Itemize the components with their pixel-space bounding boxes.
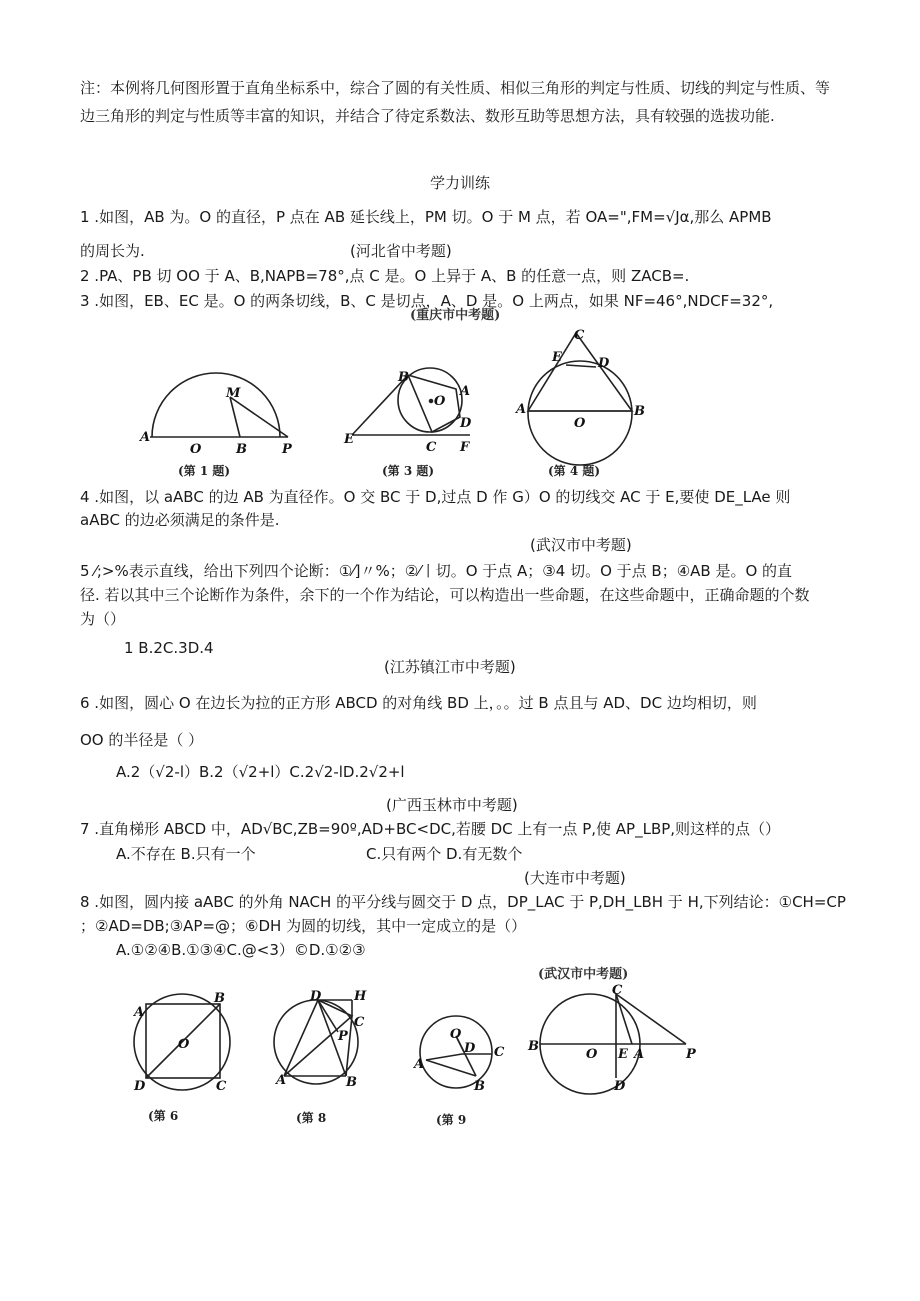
figure-9-caption: (第 9 xyxy=(436,1113,467,1127)
question-5-line-3: 为（） xyxy=(80,610,126,628)
fig3-label-b: B xyxy=(398,370,409,385)
fig9-label-a: A xyxy=(414,1057,425,1072)
fig10-label-e: E xyxy=(618,1047,628,1062)
fig1-label-a: A xyxy=(140,430,151,445)
fig6-label-o: O xyxy=(178,1037,190,1052)
question-4-line-1: 4 .如图，以 aABC 的边 AB 为直径作。O 交 BC 于 D,过点 D 作 G）O 的切线交 AC 于 E,要使 DE_LAe 则 xyxy=(80,488,791,506)
center-dot xyxy=(430,400,433,403)
figure-6 xyxy=(132,991,230,1123)
segment-ed xyxy=(566,365,596,367)
note-paragraph: 注：本例将几何图形置于直角坐标系中，综合了圆的有关性质、相似三角形的判定与性质、切线的判定与性质、等边三角形的判定与性质等丰富的知识，并结合了待定系数法、数形互助等思想方法，具有较强的选拔功能. xyxy=(80,79,831,125)
figure-10 xyxy=(527,983,697,1094)
fig1-label-m: M xyxy=(226,386,241,401)
fig10-label-c: C xyxy=(612,983,623,998)
question-7-source: (大连市中考题) xyxy=(524,869,626,887)
fig1-label-o: O xyxy=(190,442,202,457)
fig4-label-c: C xyxy=(574,328,585,343)
figure-3-caption: (第 3 题) xyxy=(382,464,435,478)
question-6-options: A.2（√2-l）B.2（√2+l）C.2√2-lD.2√2+l xyxy=(116,763,405,781)
fig10-label-b: B xyxy=(528,1039,539,1054)
segment-ca xyxy=(616,994,632,1044)
fig8-label-h: H xyxy=(354,989,367,1004)
fig3-label-c: C xyxy=(426,440,437,455)
segment-adc xyxy=(426,1054,492,1060)
fig9-label-b: B xyxy=(474,1079,485,1094)
fig4-label-d: D xyxy=(598,356,610,371)
fig10-label-a: A xyxy=(634,1047,645,1062)
fig6-label-b: B xyxy=(214,991,225,1006)
fig10-label-o: O xyxy=(586,1047,598,1062)
fig3-label-e: E xyxy=(344,432,354,447)
fig1-label-p: P xyxy=(282,442,292,457)
fig4-label-e: E xyxy=(552,350,562,365)
question-5-source: (江苏镇江市中考题) xyxy=(384,658,516,676)
fig3-label-f: F xyxy=(460,440,470,455)
question-5-line-1: 5 ⁄;>%表示直线，给出下列四个论断：①⁄]〃%；②⁄丨切。O 于点 A；③4 切。O 于点 B；④AB 是。O 的直 xyxy=(80,562,793,580)
fig4-label-a: A xyxy=(516,402,527,417)
figure-4-caption: (第 4 题) xyxy=(548,464,601,478)
question-2: 2 .PA、PB 切 OO 于 A、B,NAPB=78°,点 C 是。O 上异于 A、B 的任意一点，则 ZACB=. xyxy=(80,267,690,285)
fig9-label-o: O xyxy=(450,1027,462,1042)
fig9-label-c: C xyxy=(494,1045,505,1060)
question-7-options-cd: C.只有两个 D.有无数个 xyxy=(366,845,523,863)
fig6-label-a: A xyxy=(134,1005,145,1020)
question-7-options-ab: A.不存在 B.只有一个 xyxy=(116,845,256,863)
fig6-label-c: C xyxy=(216,1079,227,1094)
fig4-label-b: B xyxy=(634,404,645,419)
question-1-source: (河北省中考题) xyxy=(350,242,452,260)
semicircle xyxy=(152,373,280,437)
question-7-line-1: 7 .直角梯形 ABCD 中，AD√BC,ZB=90º,AD+BC<DC,若腰 DC 上有一点 P,使 AP_LBP,则这样的点（） xyxy=(80,820,781,838)
figure-8 xyxy=(274,989,367,1125)
figure-3 xyxy=(343,368,472,478)
fig1-label-b: B xyxy=(236,442,247,457)
figure-row-2 xyxy=(120,960,720,1130)
fig8-label-p: P xyxy=(338,1029,348,1044)
question-1-line-2: 的周长为. xyxy=(80,242,145,260)
question-6-line-1: 6 .如图，圆心 O 在边长为拉的正方形 ABCD 的对角线 BD 上，。。过 B 点且与 AD、DC 边均相切，则 xyxy=(80,694,757,712)
figure-6-caption: (第 6 xyxy=(148,1109,179,1123)
fig3-label-a: A xyxy=(460,384,471,399)
figure-9 xyxy=(412,1016,505,1127)
figure-8-caption: (第 8 xyxy=(296,1111,327,1125)
question-4-line-2: aABC 的边必须满足的条件是. xyxy=(80,511,280,529)
triangle-abc xyxy=(528,333,632,411)
question-5-options: 1 B.2C.3D.4 xyxy=(124,639,214,657)
circle-o xyxy=(528,361,632,465)
figure-source-label: (重庆市中考题) xyxy=(410,308,501,323)
question-3: 3 .如图，EB、EC 是。O 的两条切线，B、C 是切点，A、D 是。O 上两点，如果 NF=46°,NDCF=32°, xyxy=(80,292,774,310)
figure-4 xyxy=(514,328,645,478)
question-5-line-2: 径. 若以其中三个论断作为条件，余下的一个作为结论，可以构造出一些命题，在这些命题中，正确命题的个数 xyxy=(80,586,810,604)
question-8-line-2: ；②AD=DB;③AP=@；⑥DH 为圆的切线，其中一定成立的是（） xyxy=(80,917,527,935)
tangent-cp xyxy=(616,994,686,1044)
figure-source-label: (武汉市中考题) xyxy=(538,967,629,982)
fig8-label-c: C xyxy=(354,1015,365,1030)
fig6-label-d: D xyxy=(134,1079,146,1094)
fig8-label-b: B xyxy=(346,1075,357,1090)
question-6-line-2: OO 的半径是（ ） xyxy=(80,731,204,749)
fig10-label-d: D xyxy=(614,1079,626,1094)
fig3-label-o: O xyxy=(434,394,446,409)
question-8-options: A.①②④B.①③④C.@<3）©D.①②③ xyxy=(116,941,366,959)
figure-1-caption: (第 1 题) xyxy=(178,464,231,478)
fig8-label-a: A xyxy=(276,1073,287,1088)
fig10-label-p: P xyxy=(686,1047,696,1062)
section-title: 学力训练 xyxy=(429,174,490,192)
question-6-source: (广西玉林市中考题) xyxy=(386,796,518,814)
fig3-label-d: D xyxy=(460,416,472,431)
fig8-label-d: D xyxy=(310,989,322,1004)
question-4-source: (武汉市中考题) xyxy=(530,536,632,554)
fig4-label-o: O xyxy=(574,416,586,431)
question-1-line-1: 1 .如图，AB 为。O 的直径，P 点在 AB 延长线上，PM 切。O 于 M 点，若 OA=",FM=√Jα,那么 APMB xyxy=(80,208,772,226)
fig9-label-d: D xyxy=(464,1041,476,1056)
question-8-line-1: 8 .如图，圆内接 aABC 的外角 NACH 的平分线与圆交于 D 点，DP_LAC 于 P,DH_LBH 于 H,下列结论：①CH=CP xyxy=(80,893,846,911)
figure-1 xyxy=(138,373,293,478)
figure-row-1 xyxy=(130,305,670,485)
